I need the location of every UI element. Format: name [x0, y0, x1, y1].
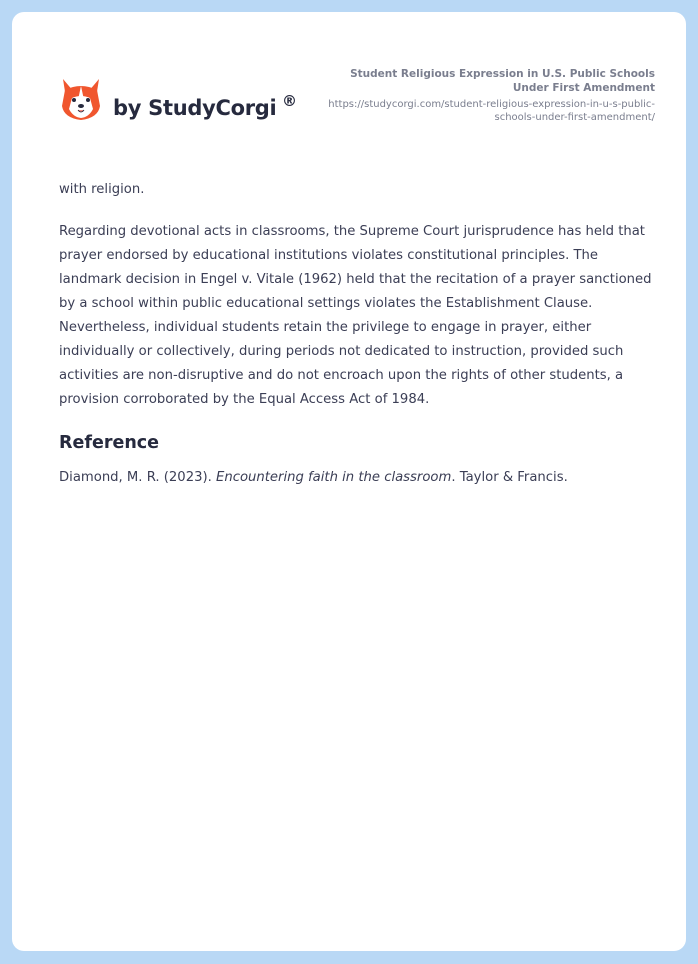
document-body: [59, 178, 655, 490]
reference-publisher: . Taylor & Francis.: [451, 470, 568, 485]
page-header: [12, 12, 686, 152]
studycorgi-logo[interactable]: [60, 76, 300, 126]
registered-mark: ®: [282, 92, 297, 110]
body-paragraph: Regarding devotional acts in classrooms, the Supreme Court jurisprudence has held that prayer endorsed by educational institutions violates constitutional principles. The landmark decision in Engel v. Vitale (1962) held that the recitation of a prayer sanctioned by a school within public educational settings violates the Establishment Clause. Nevertheless, individual students retain the privilege to engage in prayer, either individually or collectively, during periods not dedicated to instruction, provided such activities are non-disruptive and do not encroach upon the rights of other students, a provision corroborated by the Equal Access Act of 1984.: [59, 224, 652, 407]
document-url[interactable]: https://studycorgi.com/student-religious-expression-in-u-s-public-schools-under-first-amendment/: [328, 99, 655, 123]
document-title: Student Religious Expression in U.S. Public Schools Under First Amendment: [350, 68, 655, 94]
reference-entry: [59, 466, 655, 490]
reference-title: Encountering faith in the classroom: [216, 470, 452, 485]
document-meta: [315, 67, 655, 124]
reference-heading: Reference: [59, 433, 160, 453]
document-page: [12, 12, 686, 951]
logo-text: by StudyCorgi: [113, 96, 277, 120]
reference-authors: Diamond, M. R. (2023).: [59, 470, 217, 485]
corgi-logo-icon: [60, 76, 102, 122]
continued-text: with religion.: [59, 182, 145, 197]
